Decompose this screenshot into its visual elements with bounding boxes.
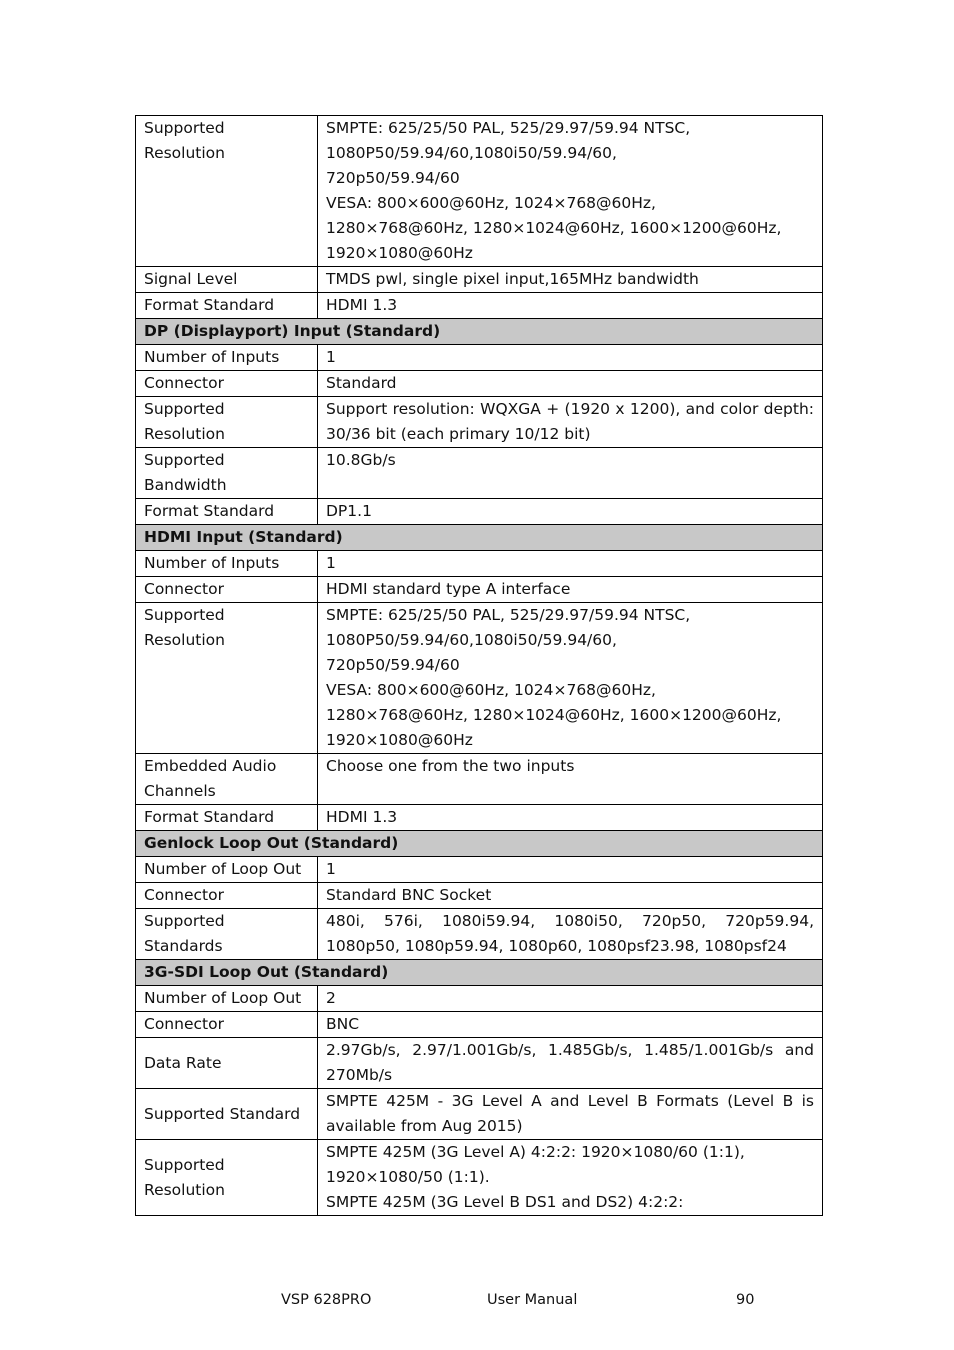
table-row (136, 551, 823, 577)
section-header-row (136, 319, 823, 345)
row-label-line: Connector (144, 580, 224, 598)
row-value (318, 1012, 823, 1038)
row-label (136, 267, 318, 293)
row-value (318, 345, 823, 371)
row-label (136, 499, 318, 525)
row-label-line: Signal Level (144, 270, 238, 288)
row-value (318, 1140, 823, 1216)
row-label-line: Bandwidth (144, 476, 227, 494)
row-value-line: VESA: 800×600@60Hz, 1024×768@60Hz, (326, 681, 656, 699)
row-label (136, 116, 318, 267)
row-label (136, 909, 318, 960)
row-label-line: Format Standard (144, 808, 275, 826)
row-value-line: 2 (326, 989, 336, 1007)
row-label-line: Standards (144, 937, 223, 955)
row-label-line: Supported (144, 451, 225, 469)
row-value-line: VESA: 800×600@60Hz, 1024×768@60Hz, (326, 194, 656, 212)
table-row (136, 1012, 823, 1038)
row-value (318, 1089, 823, 1140)
footer-title: User Manual (487, 1292, 578, 1308)
row-value-line: SMPTE 425M - 3G Level A and Level B Formats (Level B is available from Aug 2015) (326, 1092, 814, 1135)
table-row (136, 805, 823, 831)
spec-table (135, 115, 823, 1216)
row-value-line: DP1.1 (326, 502, 372, 520)
spec-table-body (136, 116, 823, 1216)
row-label-line: Format Standard (144, 296, 275, 314)
row-label (136, 986, 318, 1012)
row-label-line: Supported (144, 1155, 225, 1174)
row-label-line: Connector (144, 374, 224, 392)
row-value-line: 720p50/59.94/60 (326, 656, 460, 674)
row-value-line: BNC (326, 1015, 360, 1033)
row-label-line: Supported Standard (144, 1104, 301, 1123)
row-value-line: 1920×1080/50 (1:1). (326, 1168, 490, 1186)
row-value (318, 1038, 823, 1089)
row-value-line: 1920×1080@60Hz (326, 731, 473, 749)
row-value-line: 1280×768@60Hz, 1280×1024@60Hz, 1600×1200@60Hz, (326, 219, 782, 237)
row-label-line: Connector (144, 886, 224, 904)
table-row (136, 397, 823, 448)
row-value (318, 397, 823, 448)
row-value (318, 371, 823, 397)
table-row (136, 1089, 823, 1140)
row-value-line: HDMI standard type A interface (326, 580, 571, 598)
section-title: Genlock Loop Out (Standard) (136, 831, 823, 857)
row-value-line: Support resolution: WQXGA + (1920 x 1200), and color depth: 30/36 bit (each primary 10/12 bit) (326, 400, 814, 443)
row-value (318, 577, 823, 603)
row-value (318, 551, 823, 577)
table-row (136, 577, 823, 603)
footer-product: VSP 628PRO (281, 1292, 372, 1308)
row-value-line: Standard (326, 374, 397, 392)
row-value (318, 293, 823, 319)
table-row (136, 1038, 823, 1089)
row-label-line: Supported (144, 400, 225, 418)
table-row (136, 371, 823, 397)
section-title: HDMI Input (Standard) (136, 525, 823, 551)
row-label (136, 1089, 318, 1140)
row-label-line: Resolution (144, 631, 225, 649)
table-row (136, 754, 823, 805)
row-value-line: 1 (326, 348, 336, 366)
table-row (136, 345, 823, 371)
row-value-line: SMPTE: 625/25/50 PAL, 525/29.97/59.94 NTSC, (326, 119, 691, 137)
row-value (318, 754, 823, 805)
row-value-line: HDMI 1.3 (326, 808, 398, 826)
row-value (318, 267, 823, 293)
row-label (136, 754, 318, 805)
row-label-line: Connector (144, 1015, 224, 1033)
row-label (136, 805, 318, 831)
row-label (136, 397, 318, 448)
table-row (136, 986, 823, 1012)
section-header-row (136, 960, 823, 986)
row-label-line: Resolution (144, 144, 225, 162)
row-label-line: Resolution (144, 425, 225, 443)
row-value (318, 448, 823, 499)
row-value-line: SMPTE 425M (3G Level A) 4:2:2: 1920×1080/60 (1:1), (326, 1143, 745, 1161)
row-value (318, 603, 823, 754)
row-value-line: TMDS pwl, single pixel input,165MHz bandwidth (326, 270, 699, 288)
table-row (136, 116, 823, 267)
row-label-line: Number of Loop Out (144, 989, 302, 1007)
row-value-line: 1080P50/59.94/60,1080i50/59.94/60, (326, 144, 617, 162)
row-label (136, 345, 318, 371)
row-value-line: HDMI 1.3 (326, 296, 398, 314)
row-value-line: 1920×1080@60Hz (326, 244, 473, 262)
row-value (318, 883, 823, 909)
row-label (136, 883, 318, 909)
row-value-line: 1280×768@60Hz, 1280×1024@60Hz, 1600×1200@60Hz, (326, 706, 782, 724)
row-label-line: Supported (144, 119, 225, 137)
row-label (136, 857, 318, 883)
section-title: DP (Displayport) Input (Standard) (136, 319, 823, 345)
table-row (136, 603, 823, 754)
row-label-line: Channels (144, 782, 216, 800)
row-value-line: Standard BNC Socket (326, 886, 492, 904)
row-label-line: Supported (144, 912, 225, 930)
row-label-line: Resolution (144, 1180, 225, 1199)
row-label (136, 1012, 318, 1038)
row-value-line: SMPTE 425M (3G Level B DS1 and DS2) 4:2:2: (326, 1193, 684, 1211)
row-label (136, 371, 318, 397)
row-value (318, 499, 823, 525)
section-header-row (136, 525, 823, 551)
row-label-line: Format Standard (144, 502, 275, 520)
row-label-line: Number of Inputs (144, 348, 280, 366)
table-row (136, 857, 823, 883)
row-value-line: 720p50/59.94/60 (326, 169, 460, 187)
table-row (136, 1140, 823, 1216)
row-value (318, 909, 823, 960)
row-value (318, 857, 823, 883)
row-label (136, 1038, 318, 1089)
row-value-line: 10.8Gb/s (326, 451, 396, 469)
row-label (136, 551, 318, 577)
row-value-line: Choose one from the two inputs (326, 757, 575, 775)
row-label-line: Number of Inputs (144, 554, 280, 572)
row-value-line: 1080P50/59.94/60,1080i50/59.94/60, (326, 631, 617, 649)
footer-page-number: 90 (736, 1292, 755, 1308)
row-label (136, 448, 318, 499)
row-value (318, 116, 823, 267)
table-row (136, 293, 823, 319)
section-title: 3G-SDI Loop Out (Standard) (136, 960, 823, 986)
row-value-line: 480i, 576i, 1080i59.94, 1080i50, 720p50, 720p59.94, 1080p50, 1080p59.94, 1080p60, 1080psf23.98, 1080psf24 (326, 912, 814, 955)
row-label-line: Data Rate (144, 1053, 222, 1072)
row-value-line: 1 (326, 554, 336, 572)
row-value (318, 805, 823, 831)
table-row (136, 909, 823, 960)
row-label (136, 293, 318, 319)
row-label-line: Supported (144, 606, 225, 624)
table-row (136, 448, 823, 499)
row-label (136, 603, 318, 754)
row-value (318, 986, 823, 1012)
row-label-line: Embedded Audio (144, 757, 277, 775)
section-header-row (136, 831, 823, 857)
row-value-line: SMPTE: 625/25/50 PAL, 525/29.97/59.94 NTSC, (326, 606, 691, 624)
row-value-line: 2.97Gb/s, 2.97/1.001Gb/s, 1.485Gb/s, 1.485/1.001Gb/s and 270Mb/s (326, 1041, 814, 1084)
table-row (136, 883, 823, 909)
table-row (136, 499, 823, 525)
row-label (136, 1140, 318, 1216)
table-row (136, 267, 823, 293)
row-value-line: 1 (326, 860, 336, 878)
row-label (136, 577, 318, 603)
row-label-line: Number of Loop Out (144, 860, 302, 878)
